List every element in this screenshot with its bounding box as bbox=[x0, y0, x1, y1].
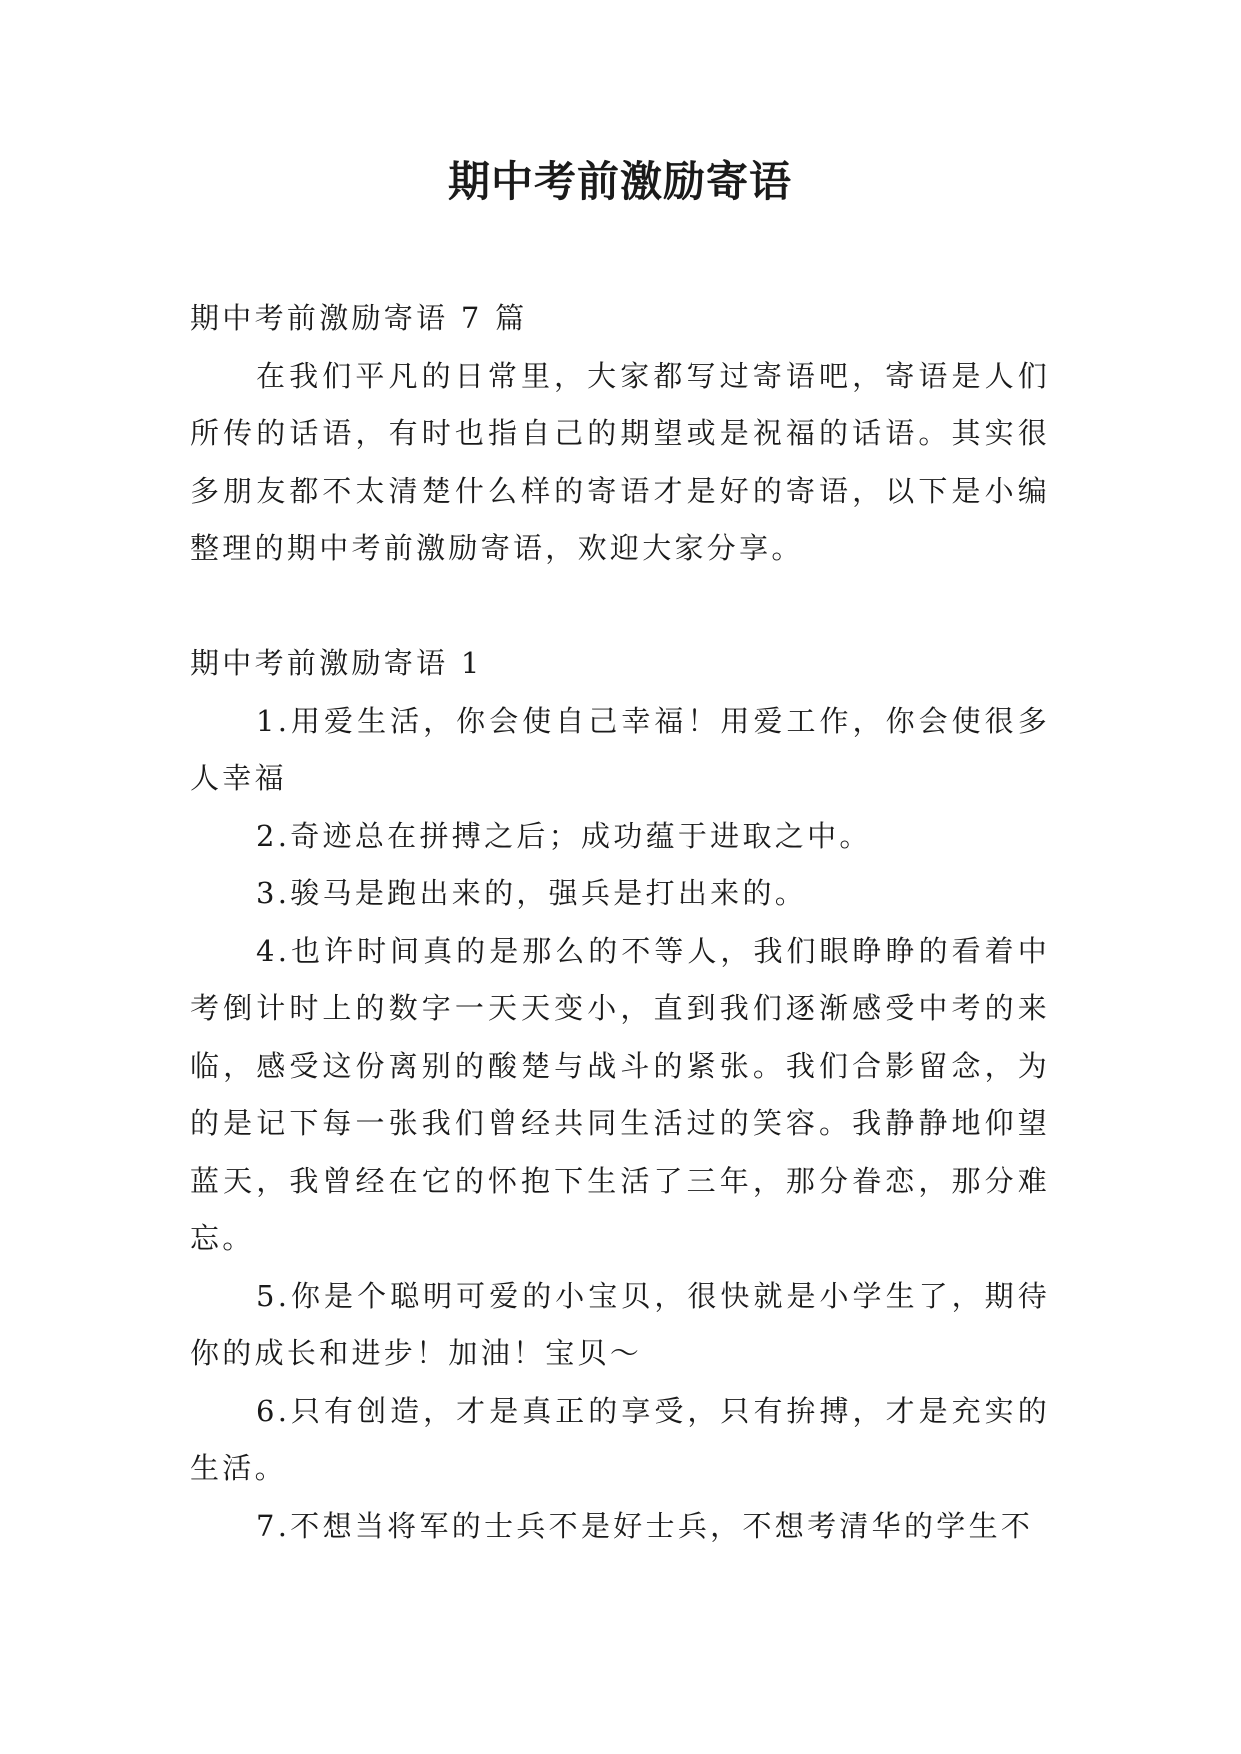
document-title: 期中考前激励寄语 bbox=[447, 157, 792, 206]
list-item: 3.骏马是跑出来的，强兵是打出来的。 bbox=[256, 876, 808, 910]
section-heading: 期中考前激励寄语 1 bbox=[190, 646, 483, 680]
list-item: 2.奇迹总在拼搏之后；成功蕴于进取之中。 bbox=[256, 818, 872, 853]
list-item: 1.用爱生活，你会使自己幸福！用爱工作，你会使很多人幸福 bbox=[190, 703, 1050, 795]
list-item: 4.也许时间真的是那么的不等人，我们眼睁睁的看着中考倒计时上的数字一天天变小，直到我们逐渐感受中考的来临，感受这份离别的酸楚与战斗的紧张。我们合影留念，为的是记下每一张我们曾经共同生活过的笑容。我静静地仰望蓝天，我曾经在它的怀抱下生活了三年，那分眷恋，那分难忘。 bbox=[190, 933, 1050, 1255]
list-item: 5.你是个聪明可爱的小宝贝，很快就是小学生了，期待你的成长和进步！加油！宝贝～ bbox=[190, 1278, 1050, 1370]
list-item: 6.只有创造，才是真正的享受，只有拚搏，才是充实的生活。 bbox=[190, 1393, 1050, 1485]
list-item: 7.不想当将军的士兵不是好士兵，不想考清华的学生不 bbox=[256, 1508, 1034, 1543]
document-body bbox=[190, 290, 1050, 1555]
document-subtitle: 期中考前激励寄语 7 篇 bbox=[190, 301, 528, 335]
paragraph-gap bbox=[190, 578, 1050, 636]
intro-paragraph: 在我们平凡的日常里，大家都写过寄语吧，寄语是人们所传的话语，有时也指自己的期望或是祝福的话语。其实很多朋友都不太清楚什么样的寄语才是好的寄语，以下是小编整理的期中考前激励寄语，欢迎大家分享。 bbox=[190, 358, 1050, 565]
